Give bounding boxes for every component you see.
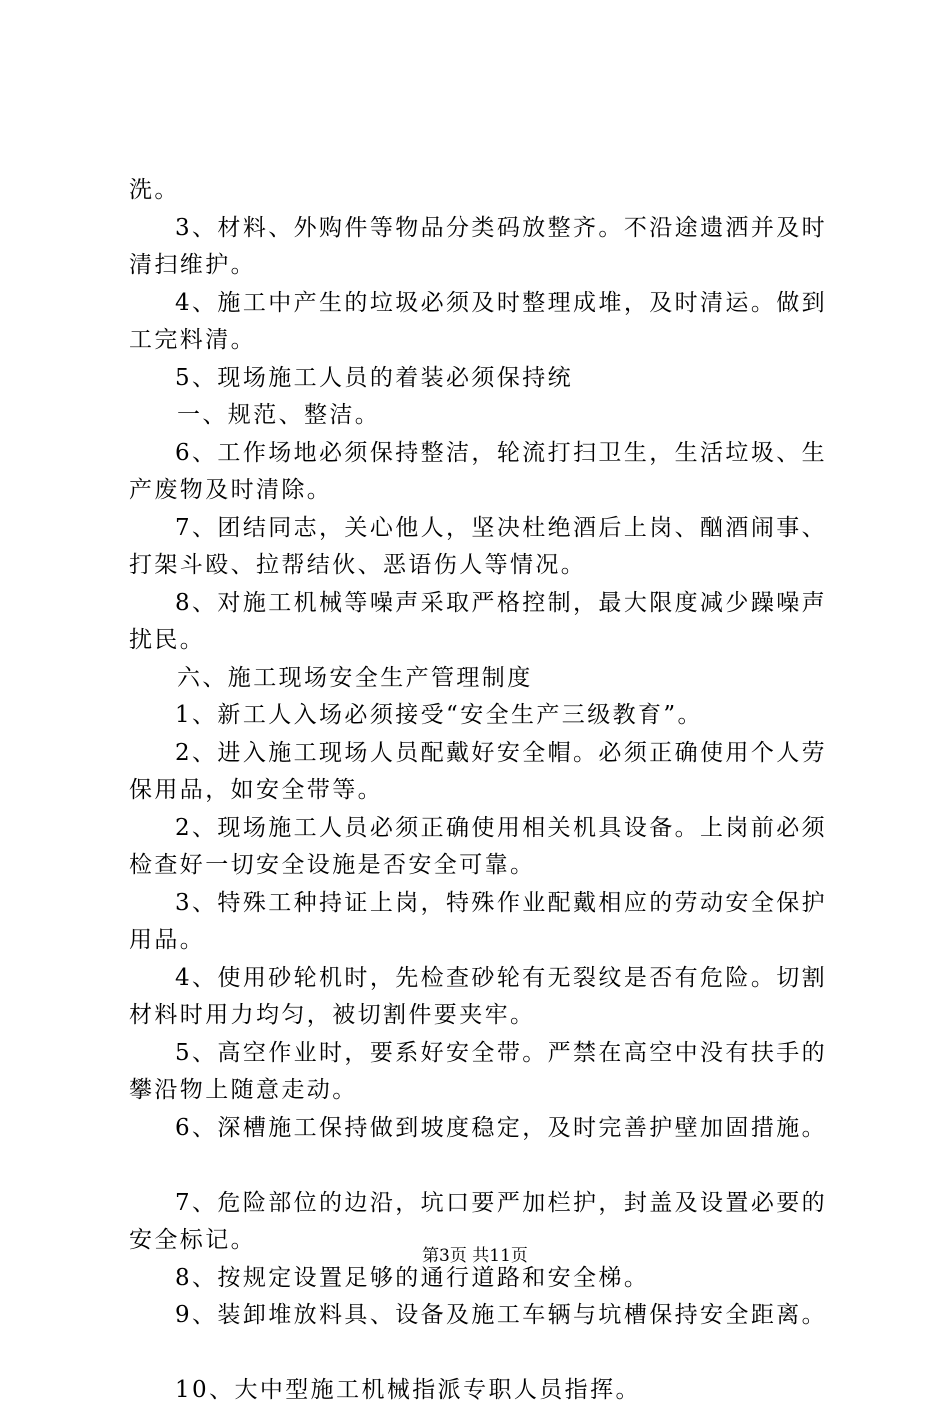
safety-item-2-line-1: 2、进入施工现场人员配戴好安全帽。必须正确使用个人劳 xyxy=(175,739,828,766)
text-line: 洗。 xyxy=(129,177,180,203)
safety-item-6: 6、深槽施工保持做到坡度稳定，及时完善护壁加固措施。 xyxy=(175,1114,828,1141)
safety-item-10: 10、大中型施工机械指派专职人员指挥。 xyxy=(175,1377,641,1403)
safety-item-4-line-2: 材料时用力均匀，被切割件要夹牢。 xyxy=(129,1002,536,1028)
list-item-8-line-2: 扰民。 xyxy=(129,627,206,653)
list-item-3-line-1: 3、材料、外购件等物品分类码放整齐。不沿途遗洒并及时 xyxy=(175,214,828,241)
list-item-8-line-1: 8、对施工机械等噪声采取严格控制，最大限度减少躁噪声 xyxy=(175,589,828,616)
safety-item-9: 9、装卸堆放料具、设备及施工车辆与坑槽保持安全距离。 xyxy=(175,1302,828,1328)
section-heading: 六、施工现场安全生产管理制度 xyxy=(177,664,533,691)
safety-item-2-line-2: 保用品，如安全带等。 xyxy=(129,777,383,803)
safety-item-1: 1、新工人入场必须接受“安全生产三级教育”。 xyxy=(175,702,703,728)
document-body xyxy=(129,172,834,1410)
safety-item-5-line-2: 攀沿物上随意走动。 xyxy=(129,1077,358,1103)
safety-item-7-line-1: 7、危险部位的边沿，坑口要严加栏护，封盖及设置必要的 xyxy=(175,1189,828,1216)
list-item-6-line-1: 6、工作场地必须保持整洁，轮流打扫卫生，生活垃圾、生 xyxy=(175,439,828,466)
list-item-3-line-2: 清扫维护。 xyxy=(129,252,256,278)
safety-item-3-line-1: 3、特殊工种持证上岗，特殊作业配戴相应的劳动安全保护 xyxy=(175,889,828,916)
list-item-4-line-1: 4、施工中产生的垃圾必须及时整理成堆，及时清运。做到 xyxy=(175,289,828,316)
safety-item-4-line-1: 4、使用砂轮机时，先检查砂轮有无裂纹是否有危险。切割 xyxy=(175,964,828,991)
list-item-7-line-2: 打架斗殴、拉帮结伙、恶语伤人等情况。 xyxy=(129,552,587,578)
list-item-4-line-2: 工完料清。 xyxy=(129,327,256,353)
blank-line xyxy=(129,1147,834,1185)
safety-item-8: 8、按规定设置足够的通行道路和安全梯。 xyxy=(175,1264,650,1291)
list-item-6-line-2: 产废物及时清除。 xyxy=(129,477,333,503)
safety-item-5-line-1: 5、高空作业时，要系好安全带。严禁在高空中没有扶手的 xyxy=(175,1039,828,1066)
safety-item-7-line-2: 安全标记。 xyxy=(129,1227,256,1253)
safety-item-2b-line-2: 检查好一切安全设施是否安全可靠。 xyxy=(129,852,536,878)
list-item-5-line-2: 一、规范、整洁。 xyxy=(177,402,381,428)
blank-line xyxy=(129,1335,834,1373)
safety-item-3-line-2: 用品。 xyxy=(129,927,206,953)
list-item-7-line-1: 7、团结同志，关心他人，坚决杜绝酒后上岗、酗酒闹事、 xyxy=(175,514,828,541)
page-footer: 第3页 共11页 xyxy=(422,1246,528,1266)
safety-item-2b-line-1: 2、现场施工人员必须正确使用相关机具设备。上岗前必须 xyxy=(175,814,828,841)
list-item-5-line-1: 5、现场施工人员的着装必须保持统 xyxy=(175,364,574,391)
